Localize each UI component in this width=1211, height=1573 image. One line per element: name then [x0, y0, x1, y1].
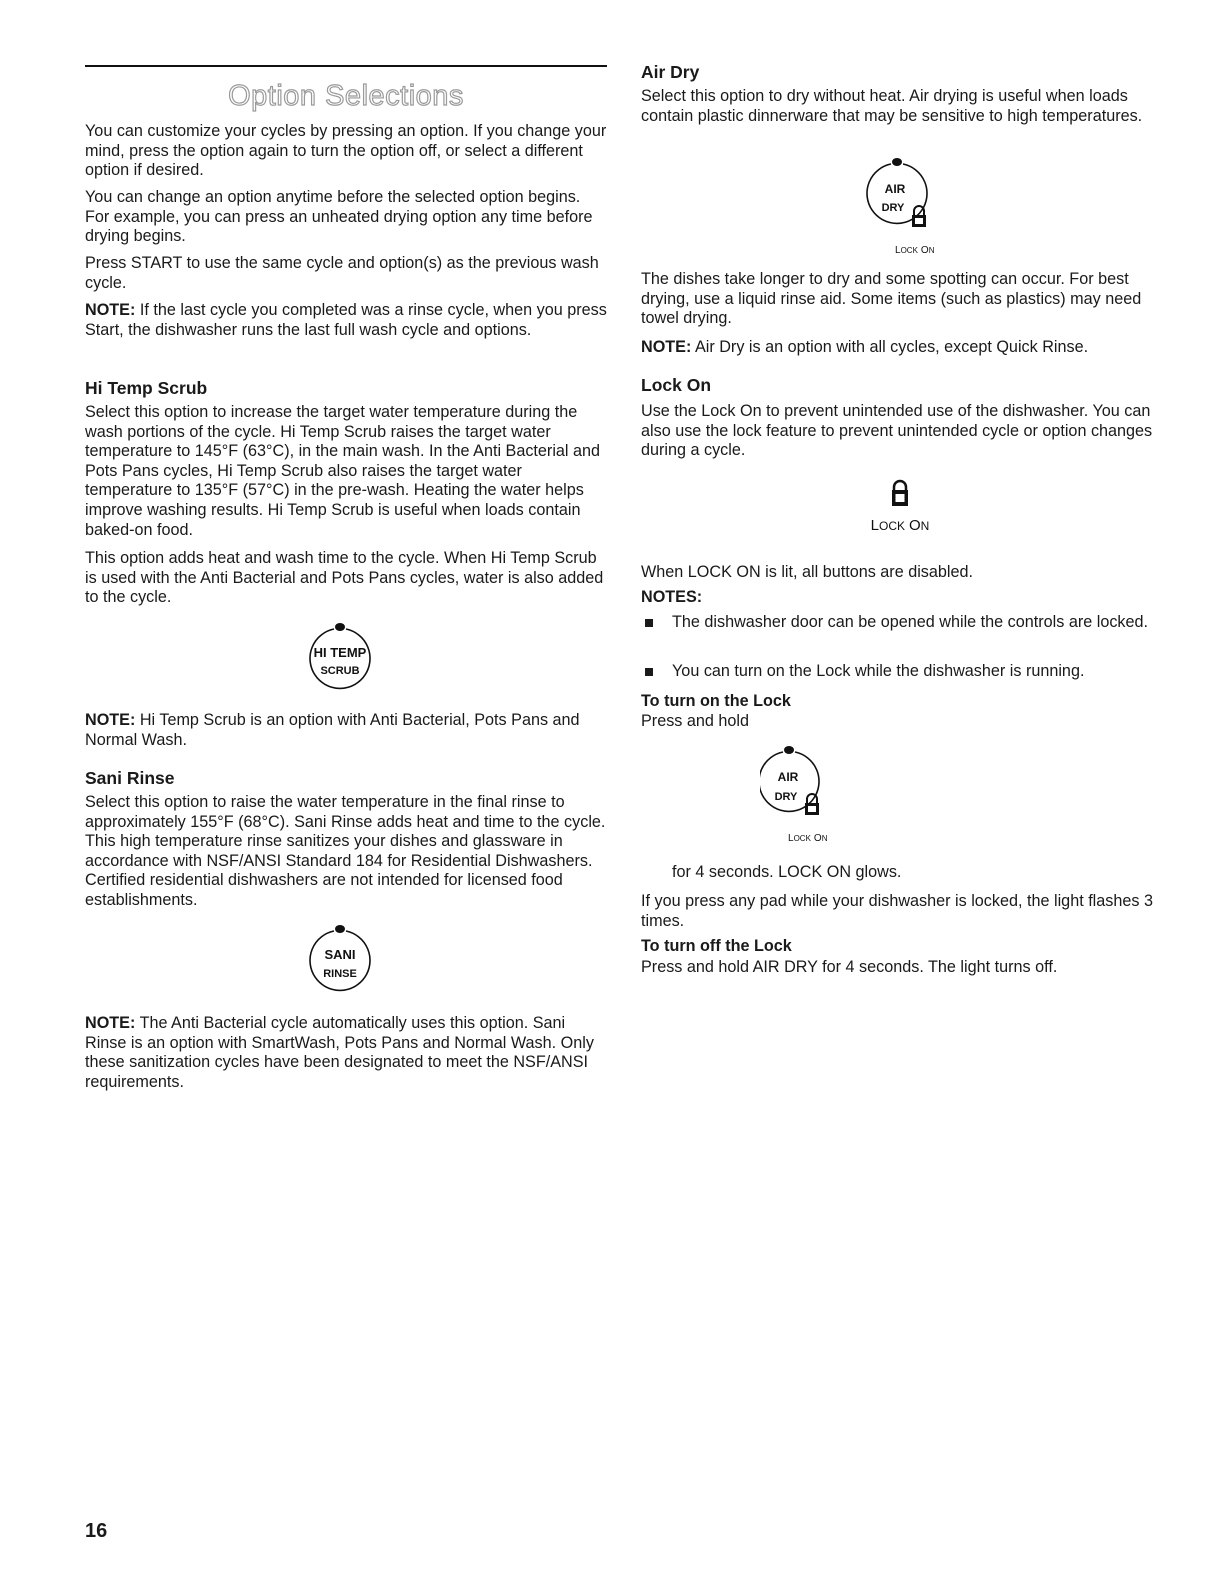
air-dry-press-icon	[760, 743, 850, 843]
note-label: NOTE:	[85, 1014, 136, 1032]
sani-rinse-button-icon	[300, 922, 380, 994]
air-dry-press-label-1: AIR	[777, 770, 799, 784]
hi-temp-paragraph-1: Select this option to increase the target water temperature during the wash portions of the cycle. Hi Temp Scrub raises the target water temperature to 145°F (63°C), in the main wash. In the Anti Bacterial and Pots Pans cycles, Hi Temp Scrub also raises the target water temperature to 135°F (57°C) in the pre-wash. Heating the water helps improve washing results. Hi Temp Scrub is useful when loads contain baked-on food.	[85, 403, 601, 539]
note-text: If the last cycle you completed was a rinse cycle, when you press Start, the dishwasher runs the last full wash cycle and options.	[85, 301, 607, 339]
air-dry-button-icon	[855, 155, 945, 255]
sani-rinse-paragraph: Select this option to raise the water temperature in the final rinse to approximately 155°F (68°C). Sani Rinse adds heat and time to the cycle. This high temperature rinse sanitizes your dishes and glassware in accordance with NSF/ANSI Standard 184 for Residential Dishwashers. Certified residential dishwashers are not intended for licensed food establishments.	[85, 793, 606, 909]
lock-on-paragraph-2: When LOCK ON is lit, all buttons are disabled.	[641, 563, 973, 581]
padlock-icon	[892, 481, 908, 506]
air-dry-press-lock-on-label: LOCK ON	[788, 833, 828, 843]
note-text: The Anti Bacterial cycle automatically uses this option. Sani Rinse is an option with SmartWash, Pots Pans and Normal Wash. Only these sanitization cycles have been designated to meet the NSF/ANSI requirements.	[85, 1014, 594, 1091]
note-text: Air Dry is an option with all cycles, except Quick Rinse.	[691, 338, 1089, 356]
air-dry-note	[641, 338, 1156, 358]
bullet-marker	[645, 668, 653, 676]
air-dry-button-label-2: DRY	[881, 202, 905, 214]
turn-off-lock-text: Press and hold AIR DRY for 4 seconds. The light turns off.	[641, 958, 1058, 976]
padlock-icon	[805, 794, 819, 815]
note-label: NOTE:	[85, 301, 136, 319]
page-title: Option Selections	[228, 80, 464, 112]
sani-button-label-1: SANI	[324, 947, 356, 962]
intro-paragraph-3: Press START to use the same cycle and option(s) as the previous wash cycle.	[85, 254, 599, 292]
sani-rinse-heading: Sani Rinse	[85, 768, 175, 788]
bullet-marker	[645, 619, 653, 627]
note-text: Hi Temp Scrub is an option with Anti Bacterial, Pots Pans and Normal Wash.	[85, 711, 580, 749]
sani-rinse-note	[85, 1014, 607, 1092]
hi-temp-scrub-button-icon	[300, 620, 380, 692]
intro-note	[85, 301, 607, 340]
air-dry-button-label-1: AIR	[884, 182, 906, 196]
air-dry-heading: Air Dry	[641, 62, 700, 82]
hi-temp-note	[85, 711, 607, 750]
lock-on-indicator-icon	[860, 478, 940, 538]
lock-on-heading: Lock On	[641, 375, 712, 395]
lock-on-label: LOCK ON	[870, 517, 930, 534]
note-label: NOTE:	[641, 338, 692, 356]
turn-on-lock-text: Press and hold	[641, 712, 749, 730]
sani-button-label-2: RINSE	[323, 968, 357, 980]
intro-paragraph-2: You can change an option anytime before the selected option begins. For example, you can press an unheated drying option any time before drying begins.	[85, 188, 593, 246]
notes-bullet-2: You can turn on the Lock while the dishwasher is running.	[672, 662, 1085, 680]
turn-on-lock-heading: To turn on the Lock	[641, 692, 791, 710]
intro-paragraph-1: You can customize your cycles by pressing an option. If you change your mind, press the option again to turn the option off, or select a different option if desired.	[85, 122, 607, 180]
lock-on-paragraph-1: Use the Lock On to prevent unintended use of the dishwasher. You can also use the lock feature to prevent unintended cycle or option changes during a cycle.	[641, 402, 1153, 460]
hi-temp-paragraph-2: This option adds heat and wash time to the cycle. When Hi Temp Scrub is used with the Anti Bacterial and Pots Pans cycles, water is also added to the cycle.	[85, 549, 604, 607]
lock-on-seconds-text: for 4 seconds. LOCK ON glows.	[672, 863, 902, 881]
notes-bullet-1: The dishwasher door can be opened while the controls are locked.	[672, 613, 1149, 631]
air-dry-paragraph-2: The dishes take longer to dry and some spotting can occur. For best drying, use a liquid rinse aid. Some items (such as plastics) may need towel drying.	[641, 270, 1142, 328]
notes-heading: NOTES:	[641, 588, 703, 606]
padlock-icon	[912, 206, 926, 227]
top-rule	[85, 65, 607, 67]
air-dry-lock-on-label: LOCK ON	[895, 245, 935, 255]
note-label: NOTE:	[85, 711, 136, 729]
turn-off-lock-heading: To turn off the Lock	[641, 937, 792, 955]
hi-temp-heading: Hi Temp Scrub	[85, 378, 208, 398]
air-dry-paragraph-1: Select this option to dry without heat. Air drying is useful when loads contain plastic dinnerware that may be sensitive to high temperatures.	[641, 87, 1143, 125]
page-number: 16	[85, 1520, 108, 1542]
hi-temp-button-label-2: SCRUB	[320, 665, 360, 677]
hi-temp-button-label-1: HI TEMP	[313, 645, 367, 660]
air-dry-press-label-2: DRY	[774, 791, 798, 803]
lock-flash-text: If you press any pad while your dishwasher is locked, the light flashes 3 times.	[641, 892, 1153, 930]
